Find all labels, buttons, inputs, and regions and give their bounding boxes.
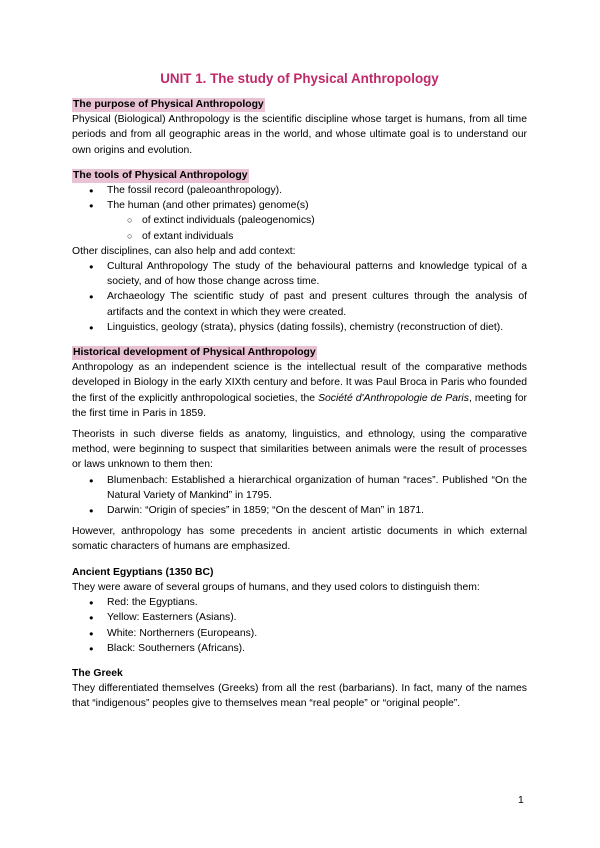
history-paragraph-3: However, anthropology has some precedents in ancient artistic documents in which external somatic characters of humans are emphasized.: [72, 526, 527, 553]
other-disciplines-list: [72, 259, 527, 335]
list-item: ● Linguistics, geology (strata), physics (dating fossils), chemistry (reconstruction of diet).: [72, 320, 527, 335]
history-p1-text: Anthropology as an independent science is the intellectual result of the comparative methods developed in Biology in the early XIXth century and before. It was Paul Broca in Paris who founded the first of the explicitly anthropological societies, the: [72, 362, 527, 404]
greek-paragraph: They differentiated themselves (Greeks) from all the rest (barbarians). In fact, many of the names that “indigenous” peoples give to themselves mean “real people” or “original people”.: [72, 683, 527, 710]
purpose-paragraph: Physical (Biological) Anthropology is the scientific discipline whose target is humans, from all time periods and from all geographic areas in the world, and whose ultimate goal is to understand our own origins and evolution.: [72, 114, 527, 156]
list-item: ● The human (and other primates) genome(s): [72, 198, 527, 213]
section-heading-tools: The tools of Physical Anthropology: [73, 169, 248, 181]
section-history: [72, 345, 527, 555]
section-greek: [72, 666, 527, 712]
egyptians-intro: They were aware of several groups of humans, and they used colors to distinguish them:: [72, 581, 480, 593]
sub-list-item: ○ of extant individuals: [72, 229, 527, 244]
section-heading-history: Historical development of Physical Anthropology: [73, 347, 316, 359]
section-tools: [72, 168, 527, 335]
page-number: 1: [518, 795, 524, 806]
other-disciplines-intro: Other disciplines, can also help and add context:: [72, 245, 296, 257]
history-paragraph-2: Theorists in such diverse fields as anatomy, linguistics, and ethnology, using the comparative method, were beginning to suspect that similarities between animals were the result of processes or laws unknown to them then:: [72, 429, 527, 471]
list-item: ● Black: Southerners (Africans).: [72, 641, 527, 656]
list-item: ● White: Northerners (Europeans).: [72, 626, 527, 641]
theorists-list: [72, 473, 527, 519]
egyptians-list: [72, 595, 527, 656]
tools-list: [72, 183, 527, 244]
page-content: [72, 70, 527, 712]
section-egyptians: [72, 565, 527, 656]
list-item: ● Red: the Egyptians.: [72, 595, 527, 610]
sub-list-item: ○ of extinct individuals (paleogenomics): [72, 213, 527, 228]
page-title: UNIT 1. The study of Physical Anthropology: [160, 71, 439, 86]
history-p1-end: , meeting for the first time in Paris in 1859.: [72, 392, 527, 419]
history-paragraph-1: [72, 360, 527, 421]
list-item: ● Yellow: Easterners (Asians).: [72, 610, 527, 625]
societe-name: Société d'Anthropologie de Paris: [318, 392, 469, 404]
list-item: ● Darwin: “Origin of species” in 1859; “On the descent of Man” in 1871.: [72, 503, 527, 518]
section-heading-purpose: The purpose of Physical Anthropology: [73, 99, 264, 110]
section-purpose: [72, 97, 527, 158]
list-item: ● The fossil record (paleoanthropology).: [72, 183, 527, 198]
section-heading-greek: The Greek: [72, 667, 123, 679]
section-heading-egyptians: Ancient Egyptians (1350 BC): [72, 566, 214, 578]
list-item: ● Blumenbach: Established a hierarchical organization of human “races”. Published “On the Natural Variety of Mankind” in 1795.: [72, 473, 527, 503]
list-item: ● Cultural Anthropology The study of the behavioural patterns and knowledge typical of a society, and of how those change across time.: [72, 259, 527, 289]
list-item: ● Archaeology The scientific study of past and present cultures through the analysis of artifacts and the context in which they were created.: [72, 289, 527, 319]
